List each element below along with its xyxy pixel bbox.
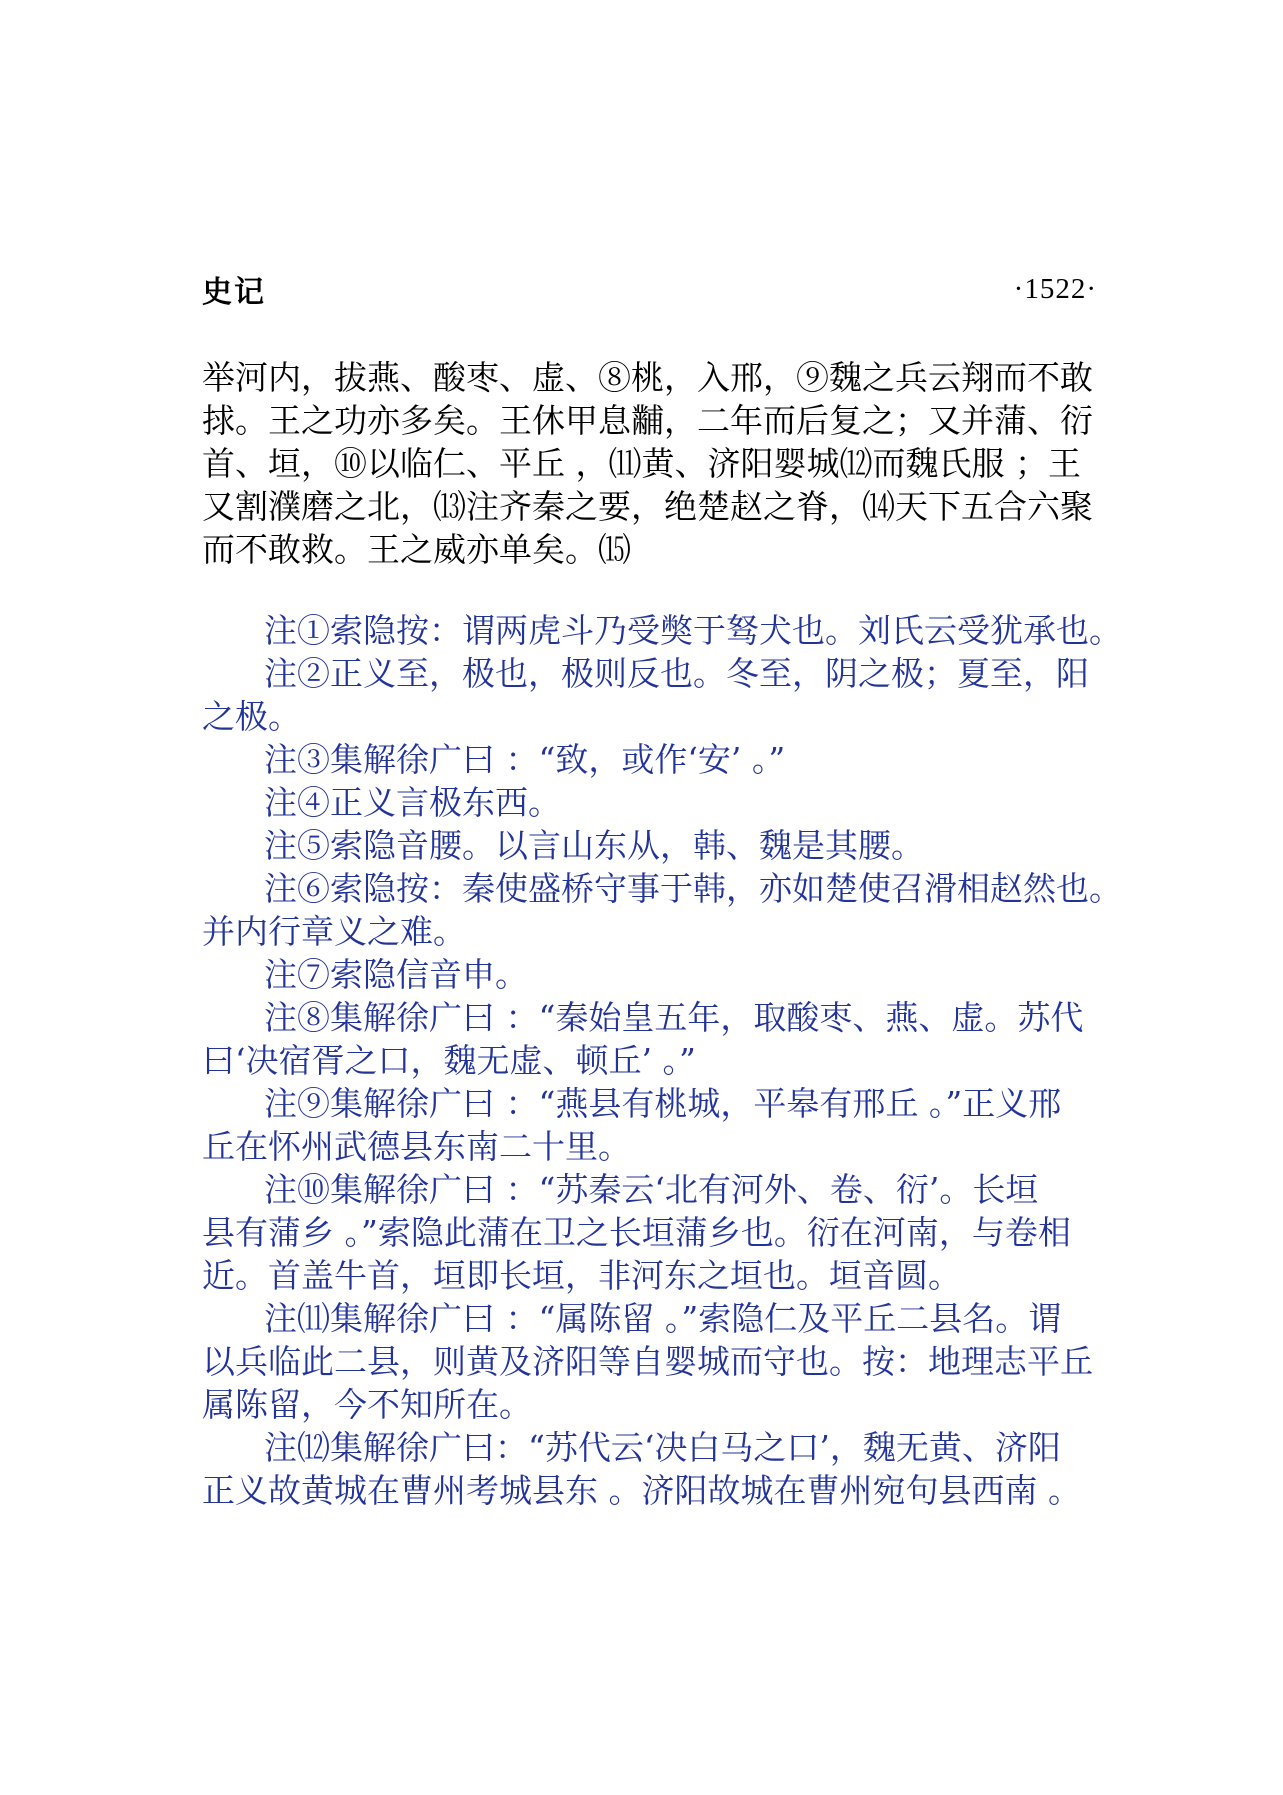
note-11 xyxy=(202,1297,1182,1426)
main-text-line: 又割濮磨之北，⒀注齐秦之要，绝楚赵之脊，⒁天下五合六聚 xyxy=(202,487,1093,526)
note-2 xyxy=(202,652,1182,738)
note-12 xyxy=(202,1426,1182,1512)
note-line: 曰‘决宿胥之口，魏无虚、顿丘’ 。” xyxy=(202,1041,696,1080)
note-line: 注⑨集解徐广曰 ：“燕县有桃城，平皋有邢丘 。”正义邢 xyxy=(264,1084,1062,1123)
note-line: 之极。 xyxy=(202,697,301,736)
note-8 xyxy=(202,996,1182,1082)
note-9 xyxy=(202,1082,1182,1168)
note-line: 注④正义言极东西。 xyxy=(264,783,561,822)
note-line: 县有蒲乡 。”索隐此蒲在卫之长垣蒲乡也。衍在河南，与卷相 xyxy=(202,1213,1071,1252)
book-title: 史记 xyxy=(202,275,266,310)
note-line: 注⑥索隐按：秦使盛桥守事于韩，亦如楚使召滑相赵然也。 xyxy=(264,869,1122,908)
note-line: 近。首盖牛首，垣即长垣，非河东之垣也。垣音圆。 xyxy=(202,1256,961,1295)
note-10 xyxy=(202,1168,1182,1297)
main-text-line: 举河内，拔燕、酸枣、虚、⑧桃，入邢，⑨魏之兵云翔而不敢 xyxy=(202,358,1093,397)
page-number: ·1522· xyxy=(1013,272,1097,305)
note-line: 注②正义至，极也，极则反也。冬至，阴之极；夏至，阳 xyxy=(264,654,1089,693)
note-4 xyxy=(202,781,1182,824)
note-line: 属陈留，今不知所在。 xyxy=(202,1385,532,1424)
note-line: 注⑧集解徐广曰 ：“秦始皇五年，取酸枣、燕、虚。苏代 xyxy=(264,998,1084,1037)
note-line: 注⑤索隐音腰。以言山东从，韩、魏是其腰。 xyxy=(264,826,924,865)
note-line: 注③集解徐广曰 ：“致，或作‘安’ 。” xyxy=(264,740,786,779)
note-6 xyxy=(202,867,1182,953)
note-1 xyxy=(202,609,1182,652)
note-line: 注⑩集解徐广曰 ：“苏秦云‘北有河外、卷、衍’。长垣 xyxy=(264,1170,1039,1209)
note-line: 正义故黄城在曹州考城县东 。济阳故城在曹州宛句县西南 。 xyxy=(202,1471,1081,1510)
note-3 xyxy=(202,738,1182,781)
main-text-line: 捄。王之功亦多矣。王休甲息黼，二年而后复之；又并蒲、衍 xyxy=(202,401,1093,440)
note-line: 并内行章义之难。 xyxy=(202,912,466,951)
running-header xyxy=(202,268,1097,310)
note-line: 丘在怀州武德县东南二十里。 xyxy=(202,1127,631,1166)
main-text-block xyxy=(202,356,1162,571)
main-text-line: 而不敢救。王之威亦单矣。⒂ xyxy=(202,530,631,569)
note-line: 注⑦索隐信音申。 xyxy=(264,955,528,994)
note-7 xyxy=(202,953,1182,996)
notes-block xyxy=(202,609,1182,1512)
note-line: 以兵临此二县，则黄及济阳等自婴城而守也。按：地理志平丘 xyxy=(202,1342,1093,1381)
main-text-line: 首、垣，⑩以临仁、平丘 ，⑾黄、济阳婴城⑿而魏氏服 ；王 xyxy=(202,444,1081,483)
note-line: 注①索隐按：谓两虎斗乃受獘于驽犬也。刘氏云受犹承也。 xyxy=(264,611,1122,650)
note-line: 注⑾集解徐广曰 ：“属陈留 。”索隐仁及平丘二县名。谓 xyxy=(264,1299,1062,1338)
note-5 xyxy=(202,824,1182,867)
note-line: 注⑿集解徐广曰：“苏代云‘决白马之口’，魏无黄、济阳 xyxy=(264,1428,1061,1467)
